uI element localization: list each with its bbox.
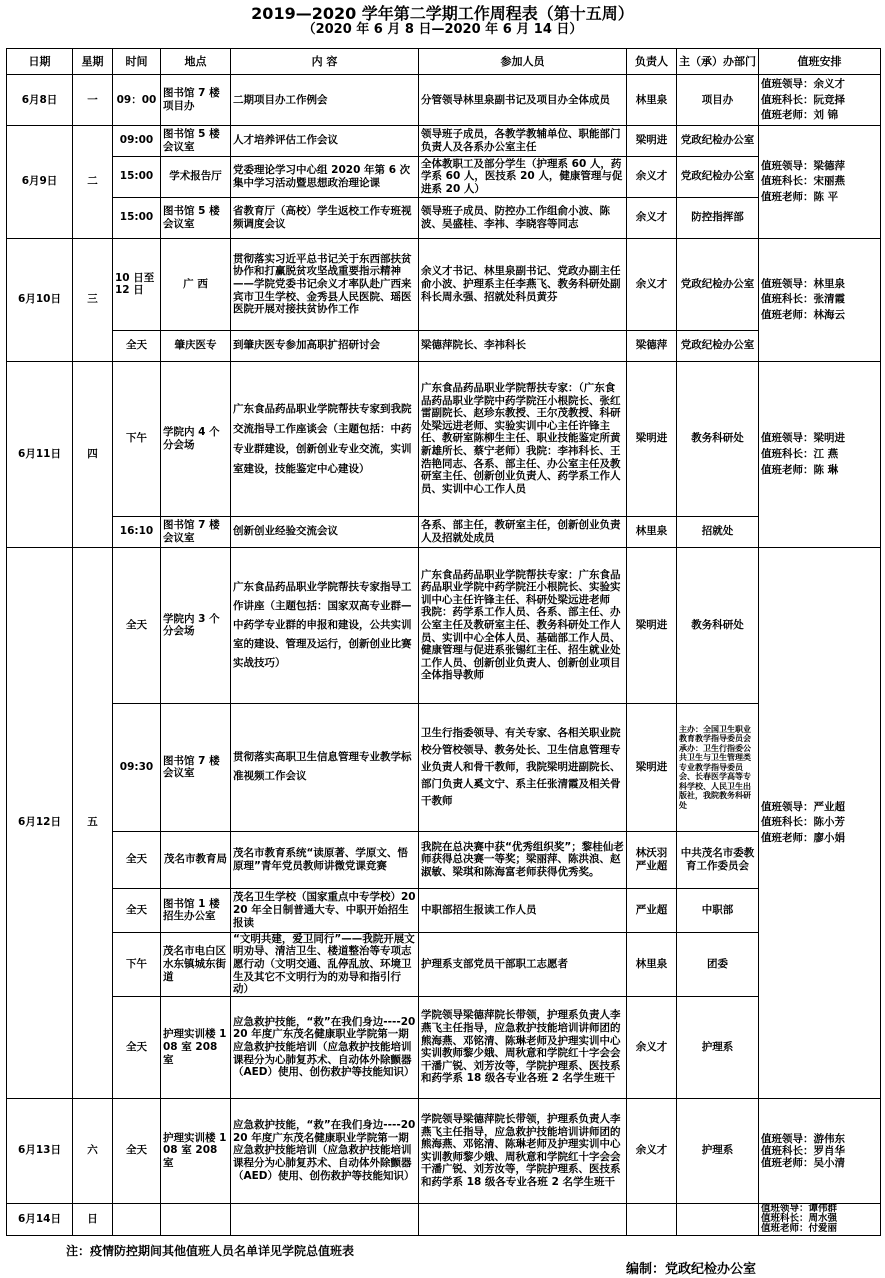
table-row [7,703,881,831]
date-cell: 6月11日 [7,361,73,547]
place-cell: 图书馆 7 楼会议室 [161,516,231,547]
content-cell: 茂名市教育系统“读原著、学原文、悟原理”青年党员教师讲微党课竞赛 [231,831,419,888]
duty-chief: 值班科长：周水强 [761,1213,838,1225]
duty-cell [759,547,881,1098]
time-cell: 09:00 [113,125,161,156]
duty-teacher: 值班老师：吴小清 [761,1156,845,1169]
participants-cell: 卫生行指委领导、有关专家、各相关职业院校分管校领导、教务处长、卫生信息管理专业负责人和骨干教师，我院梁明进副院长、部门负责人奚文宁、系主任张清霞及相关骨干教师 [419,703,627,831]
place-cell: 学院内 4 个分会场 [161,361,231,516]
duty-chief: 值班科长：陈小芳 [761,816,845,829]
duty-teacher: 值班老师：廖小娟 [761,832,845,845]
dept-cell: 党政纪检办公室 [677,330,759,361]
dept-cell: 教务科研处 [677,547,759,703]
content-cell: 广东食品药品职业学院帮扶专家指导工作讲座（主题包括：国家双高专业群—中药学专业群的申报和建设，公共实训室的建设、管理及运行，创新创业比赛实战技巧） [231,547,419,703]
place-cell: 茂名市教育局 [161,831,231,888]
time-cell: 全天 [113,1098,161,1203]
leader-cell: 林里泉 [627,932,677,996]
content-cell: 到肇庆医专参加高职扩招研讨会 [231,330,419,361]
dept-cell: 主办：全国卫生职业教育教学指导委员会 承办：卫生行指委公共卫生与卫生管理类专业教学指导委员会、长春医学高等专科学校、人民卫生出版社，我院教务科研处 [677,703,759,831]
content-cell: 党委理论学习中心组 2020 年第 6 次集中学习活动暨思想政治理论课 [231,156,419,197]
duty-chief: 值班科长：江 燕 [761,447,839,460]
duty-cell [759,125,881,238]
content-cell: 应急救护技能，“救”在我们身边----2020 年度广东茂名健康职业学院第一期应急救护技能培训（应急救护技能培训课程分为心肺复苏术、自动体外除颤器（AED）使用、创伤救护等技能知识） [231,996,419,1098]
time-cell: 15:00 [113,156,161,197]
weekday-cell: 一 [73,75,113,126]
header-cell: 星期 [73,49,113,75]
duty-leader: 值班领导：严业超 [761,800,845,813]
leader-cell: 林沃羽 严业超 [627,831,677,888]
weekday-cell: 二 [73,125,113,238]
date-cell: 6月8日 [7,75,73,126]
participants-cell: 各系、部主任，教研室主任，创新创业负责人及招就处成员 [419,516,627,547]
weekday-cell: 六 [73,1098,113,1203]
table-row [7,361,881,516]
header-row [7,49,881,75]
time-cell: 10 日至 12 日 [113,238,161,330]
participants-cell: 领导班子成员，各教学教辅单位、职能部门负责人及各系办公室主任 [419,125,627,156]
table-row [7,197,881,238]
leader-cell: 余义才 [627,1098,677,1203]
duty-chief: 值班科长：阮竞择 [761,93,845,106]
leader-cell: 余义才 [627,197,677,238]
content-cell: 省教育厅（高校）学生返校工作专班视频调度会议 [231,197,419,238]
duty-leader: 值班领导：梁明进 [761,432,845,445]
leader-cell: 严业超 [627,888,677,932]
page-title: 2019—2020 学年第二学期工作周程表（第十五周） [251,4,634,23]
table-row [7,932,881,996]
content-cell: 人才培养评估工作会议 [231,125,419,156]
dept-cell: 护理系 [677,996,759,1098]
duty-cell [759,238,881,361]
header-cell: 地点 [161,49,231,75]
content-cell: 茂名卫生学校（国家重点中专学校）2020 年全日制普通大专、中职开始招生报读 [231,888,419,932]
participants-cell: 全体教职工及部分学生（护理系 60 人，药学系 60 人，医技系 20 人，健康管理与促进系 20 人） [419,156,627,197]
participants-cell: 护理系支部党员干部职工志愿者 [419,932,627,996]
duty-cell [759,1203,881,1235]
duty-teacher: 值班老师：陈 琳 [761,463,839,476]
dept-cell: 防控指挥部 [677,197,759,238]
duty-cell [759,1098,881,1203]
dept-cell: 团委 [677,932,759,996]
header-cell: 参加人员 [419,49,627,75]
duty-leader: 值班领导：余义才 [761,78,845,90]
weekday-cell: 五 [73,547,113,1098]
time-cell: 全天 [113,888,161,932]
date-cell: 6月12日 [7,547,73,1098]
content-cell: “文明共建，爱卫同行”——我院开展文明劝导、清洁卫生、楼道整治等专项志愿行动（文明交通、乱停乱放、环境卫生及其它不文明行为的劝导和指引行动） [231,932,419,996]
weekday-cell: 日 [73,1203,113,1235]
dept-cell [677,1203,759,1235]
content-cell: 贯彻落实习近平总书记关于东西部扶贫协作和打赢脱贫攻坚战重要指示精神——学院党委书记余义才率队赴广西来宾市卫生学校、金秀县人民医院、瑶医医院开展对接扶贫协作工作 [231,238,419,330]
date-cell: 6月10日 [7,238,73,361]
duty-chief: 值班科长：张清霞 [761,293,845,306]
header-cell: 值班安排 [759,49,881,75]
table-row [7,156,881,197]
time-cell: 全天 [113,831,161,888]
table-row [7,888,881,932]
participants-cell: 分管领导林里泉副书记及项目办全体成员 [419,75,627,126]
header-cell: 日期 [7,49,73,75]
dept-cell: 护理系 [677,1098,759,1203]
time-cell: 下午 [113,932,161,996]
dept-cell: 中职部 [677,888,759,932]
participants-cell: 学院领导梁德萍院长带领，护理系负责人李燕飞主任指导，应急救护技能培训讲师团的熊海燕、邓铭清、陈琳老师及护理实训中心实训教师黎少娥、周秋意和学院红十字会会干潘广锐、刘芳汝等，学院护理系、医技系和药学系 18 级各专业各班 2 名学生班干 [419,1098,627,1203]
participants-cell: 广东食品药品职业学院帮扶专家：（广东食品药品职业学院中药学院汪小根院长、张红雷副院长、赵珍东教授、王尔茂教授、科研处梁远进老师、实验实训中心主任许锋主任、教研室陈柳生主任、职业技能鉴定所黄新雄所长、蔡宁老师）我院：李祎科长、王浩艳同志、各系、部主任、办公室主任及教研室主任、创新创业负责人、药学系工作人员、实训中心工作人员 [419,361,627,516]
content-cell [231,1203,419,1235]
leader-cell: 林里泉 [627,75,677,126]
leader-cell: 梁明进 [627,703,677,831]
time-cell: 15:00 [113,197,161,238]
leader-cell: 余义才 [627,238,677,330]
table-row [7,125,881,156]
leader-cell: 梁明进 [627,547,677,703]
content-cell: 广东食品药品职业学院帮扶专家到我院交流指导工作座谈会（主题包括：中药专业群建设，创新创业专业交流，实训室建设，技能鉴定中心建设） [231,361,419,516]
duty-cell [759,75,881,126]
table-row [7,831,881,888]
header-cell: 负责人 [627,49,677,75]
place-cell: 护理实训楼 108 室 208 室 [161,1098,231,1203]
table-row [7,238,881,330]
time-cell: 全天 [113,330,161,361]
content-cell: 创新创业经验交流会议 [231,516,419,547]
date-cell: 6月14日 [7,1203,73,1235]
time-cell: 09：00 [113,75,161,126]
participants-cell [419,1203,627,1235]
participants-cell: 学院领导梁德萍院长带领，护理系负责人李燕飞主任指导，应急救护技能培训讲师团的熊海燕、邓铭清、陈琳老师及护理实训中心实训教师黎少娥、周秋意和学院红十字会会干潘广锐、刘芳汝等，学院护理系、医技系和药学系 18 级各专业各班 2 名学生班干 [419,996,627,1098]
place-cell: 学院内 3 个分会场 [161,547,231,703]
time-cell: 全天 [113,996,161,1098]
place-cell: 护理实训楼 108 室 208 室 [161,996,231,1098]
time-cell [113,1203,161,1235]
table-row [7,75,881,126]
table-row [7,996,881,1098]
leader-cell: 余义才 [627,996,677,1098]
header-cell: 时间 [113,49,161,75]
dept-cell: 项目办 [677,75,759,126]
time-cell: 下午 [113,361,161,516]
content-cell: 二期项目办工作例会 [231,75,419,126]
time-cell: 09:30 [113,703,161,831]
content-cell: 应急救护技能，“救”在我们身边----2020 年度广东茂名健康职业学院第一期应急救护技能培训（应急救护技能培训课程分为心肺复苏术、自动体外除颤器（AED）使用、创伤救护等技能知识） [231,1098,419,1203]
date-range: （2020 年 6 月 8 日—2020 年 6 月 14 日） [302,22,583,37]
participants-cell: 中职部招生报读工作人员 [419,888,627,932]
place-cell: 学术报告厅 [161,156,231,197]
duty-chief: 值班科长：宋丽燕 [761,175,845,188]
table-row [7,1098,881,1203]
leader-cell: 梁明进 [627,361,677,516]
duty-leader: 值班领导：游伟东 [761,1132,845,1145]
duty-cell [759,361,881,547]
leader-cell: 梁明进 [627,125,677,156]
place-cell: 广 西 [161,238,231,330]
compiled-by: 编制：党政纪检办公室 [626,1262,757,1277]
date-cell: 6月13日 [7,1098,73,1203]
place-cell: 图书馆 5 楼会议室 [161,197,231,238]
duty-leader: 值班领导：梁德萍 [761,159,845,172]
place-cell [161,1203,231,1235]
duty-teacher: 值班老师：林海云 [761,309,845,322]
duty-teacher: 值班老师：陈 平 [761,191,839,204]
leader-cell [627,1203,677,1235]
participants-cell: 广东食品药品职业学院帮扶专家：广东食品药品职业学院中药学院汪小根院长、实验实训中心主任许锋主任、科研处梁远进老师 我院：药学系工作人员、各系、部主任、办公室主任及教研室主任、教务科研处工作人员、实训中心全体人员、基础部工作人员、健康管理与促进系张锡红主任、招生就业处工作人员、创新创业负责人、创新创业项目全体指导教师 [419,547,627,703]
footnote: 注：疫情防控期间其他值班人员名单详见学院总值班表 [66,1244,355,1258]
dept-cell: 党政纪检办公室 [677,156,759,197]
duty-teacher: 值班老师：付爱丽 [761,1223,838,1235]
participants-cell: 我院在总决赛中获“优秀组织奖”；黎桂仙老师获得总决赛一等奖；梁丽萍、陈洪浪、赵淑敏、梁琪和陈海富老师获得优秀奖。 [419,831,627,888]
weekday-cell: 四 [73,361,113,547]
dept-cell: 中共茂名市委教育工作委员会 [677,831,759,888]
participants-cell: 梁德萍院长、李祎科长 [419,330,627,361]
leader-cell: 梁德萍 [627,330,677,361]
dept-cell: 招就处 [677,516,759,547]
content-cell: 贯彻落实高职卫生信息管理专业教学标准视频工作会议 [231,703,419,831]
place-cell: 图书馆 7 楼会议室 [161,703,231,831]
participants-cell: 余义才书记、林里泉副书记、党政办副主任俞小波、护理系主任李燕飞、教务科研处副科长周永强、招就处科员黄芬 [419,238,627,330]
date-cell: 6月9日 [7,125,73,238]
place-cell: 图书馆 5 楼会议室 [161,125,231,156]
place-cell: 图书馆 7 楼项目办 [161,75,231,126]
place-cell: 茂名市电白区水东镇城东街道 [161,932,231,996]
leader-cell: 余义才 [627,156,677,197]
table-row [7,1203,881,1235]
place-cell: 图书馆 1 楼招生办公室 [161,888,231,932]
dept-cell: 党政纪检办公室 [677,125,759,156]
table-row [7,547,881,703]
header-cell: 主（承）办部门 [677,49,759,75]
duty-chief: 值班科长：罗肖华 [761,1144,845,1157]
duty-teacher: 值班老师：刘 锦 [761,109,839,122]
dept-cell: 党政纪检办公室 [677,238,759,330]
duty-leader: 值班领导：林里泉 [761,277,845,290]
schedule-table [6,48,881,1236]
leader-cell: 林里泉 [627,516,677,547]
dept-cell: 教务科研处 [677,361,759,516]
table-row [7,330,881,361]
participants-cell: 领导班子成员、防控办工作组俞小波、陈波、吴盛桂、李祎、李晓容等同志 [419,197,627,238]
header-cell: 内 容 [231,49,419,75]
table-row [7,516,881,547]
place-cell: 肇庆医专 [161,330,231,361]
weekday-cell: 三 [73,238,113,361]
duty-leader: 值班领导：谭伟群 [761,1203,838,1215]
time-cell: 全天 [113,547,161,703]
time-cell: 16:10 [113,516,161,547]
